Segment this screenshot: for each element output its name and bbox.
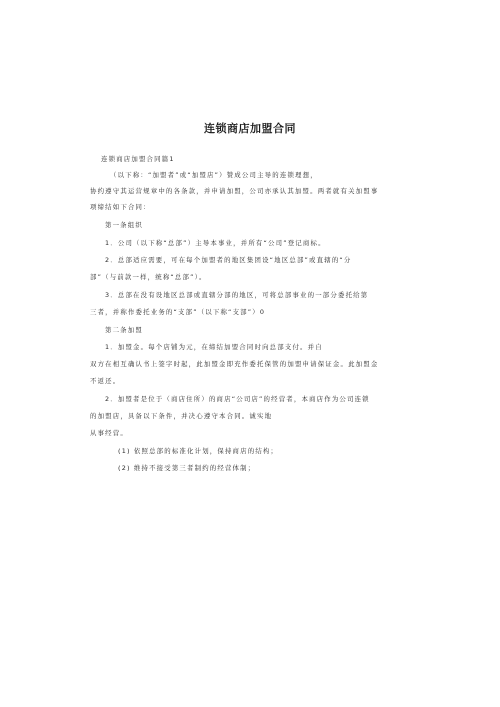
text-line: (1) 依照总部的标准化计划，保持商店的结构； (118, 447, 279, 455)
text-line: 部”（与前款一样，统称“总部”）。 (90, 273, 207, 281)
text-line: 2．加盟者是位于（商店住所）的商店“公司店”的经营者，本商店作为公司连锁 (105, 395, 370, 403)
text-line: 从事经营。 (90, 429, 128, 437)
text-line: 三者，并称作委托业务的“支部”（以下称“支部”）0 (90, 308, 266, 316)
text-line: 的加盟店，具备以下条件，并决心遵守本合同。诚实地 (90, 412, 273, 420)
text-line: 1．公司（以下称“总部”）主导本事业，并所有“公司”登记商标。 (105, 239, 326, 247)
text-line: 2．总部适应需要，可在每个加盟者的地区集团设“地区总部”或直辖的“分 (105, 256, 352, 264)
text-line: (2) 维持不接受第三者制约的经营体制； (118, 464, 256, 472)
text-line: 第一条组织 (105, 221, 143, 229)
text-line: 第二条加盟 (105, 326, 143, 334)
text-line: （以下称：“加盟者”或“加盟店”）赞成公司主导的连锁理想， (110, 171, 318, 179)
text-line: 1．加盟金。每个店铺为元，在缔结加盟合同时向总部支付。并自 (105, 343, 323, 351)
text-line: 协约遵守其运营规章中的各条款，并申请加盟，公司亦承认其加盟。两者就有关加盟事 (90, 187, 379, 195)
text-line: 项缔结如下合同： (90, 203, 151, 211)
document-title: 连锁商店加盟合同 (204, 122, 296, 135)
text-line: 不返还。 (90, 377, 121, 385)
text-line: 连锁商店加盟合同篇1 (101, 155, 175, 163)
text-line: 双方在相互确认书上签字时起，此加盟金即充作委托保管的加盟申请保证金。此加盟金 (90, 360, 379, 368)
text-line: 3．总部在没有设地区总部或直辖分部的地区，可将总部事业的一部分委托给第 (105, 291, 369, 299)
